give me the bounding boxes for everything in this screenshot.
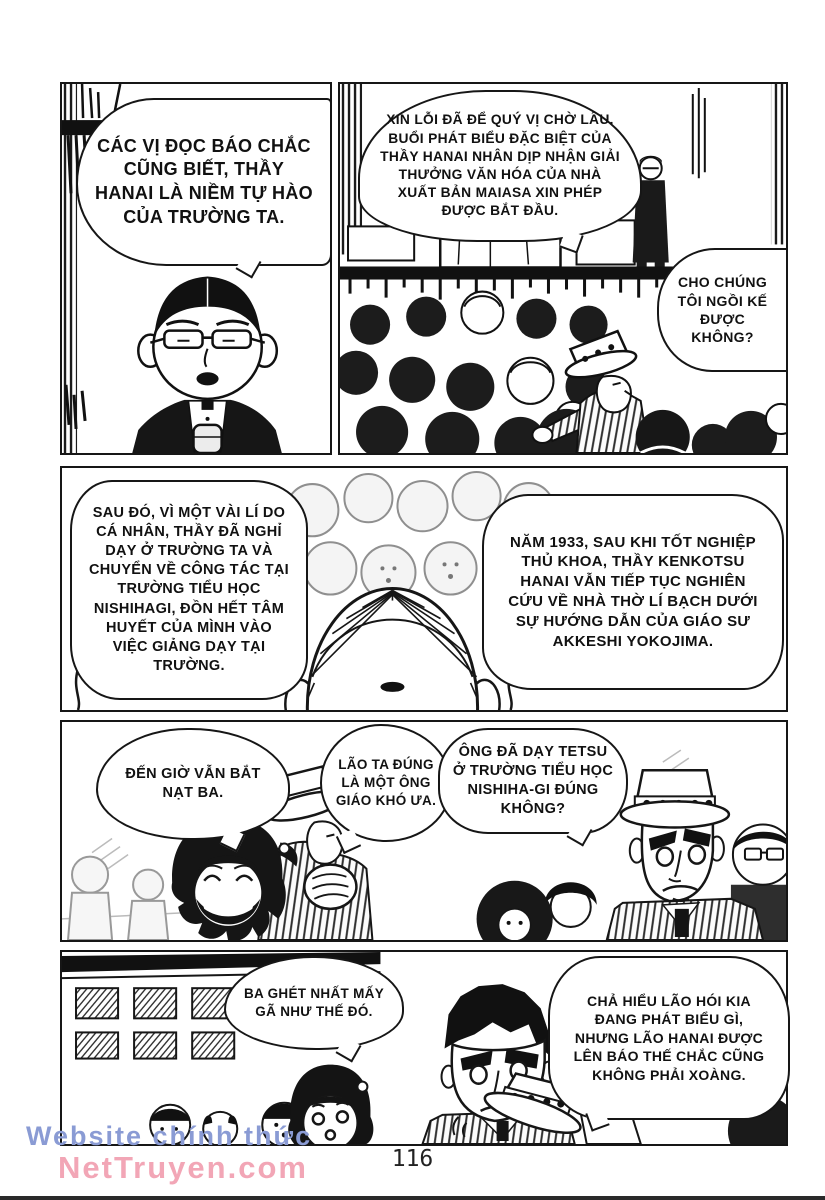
page-number: 116 — [391, 1146, 434, 1172]
bald-head-figure — [285, 588, 499, 710]
left-sketch-figures — [68, 857, 168, 940]
speech-bubble-3: CHO CHÚNG TÔI NGỒI KẾ ĐƯỢC KHÔNG? — [657, 248, 788, 372]
panel-5 — [60, 950, 788, 1146]
speech-bubble-5: NĂM 1933, SAU KHI TỐT NGHIỆP THỦ KHOA, THẦY KENKOTSU HANAI VẪN TIẾP TỤC NGHIÊN CỨU VỀ NHÀ THỜ LÍ BẠCH DƯỚI SỰ HƯỚNG DẪN CỦA GIÁO SƯ AKKESHI YOKOJIMA. — [482, 494, 784, 690]
panel-3 — [60, 466, 788, 712]
speech-bubble-8: ÔNG ĐÃ DẠY TETSU Ở TRƯỜNG TIỂU HỌC NISHIHA-GI ĐÚNG KHÔNG? — [438, 728, 628, 834]
panel-2 — [338, 82, 788, 455]
speech-bubble-2: XIN LỖI ĐÃ ĐỂ QUÝ VỊ CHỜ LÂU. BUỔI PHÁT BIỂU ĐẶC BIỆT CỦA THẦY HANAI NHÂN DỊP NHẬN GIẢI THƯỞNG VĂN HÓA CỦA NHÀ XUẤT BẢN MAIASA XIN PHÉP ĐƯỢC BẮT ĐẦU. — [358, 90, 642, 242]
speaker-figure — [132, 277, 282, 453]
watermark-line1: Website chính thức — [26, 1121, 313, 1151]
watermark-line2: NetTruyen.com — [58, 1150, 308, 1185]
speech-bubble-7: LÃO TA ĐÚNG LÀ MỘT ÔNG GIÁO KHÓ ƯA. — [320, 724, 452, 842]
panel-1 — [60, 82, 332, 455]
speech-bubble-1: CÁC VỊ ĐỌC BÁO CHẮC CŨNG BIẾT, THẦY HANAI LÀ NIỀM TỰ HÀO CỦA TRƯỜNG TA. — [76, 98, 332, 266]
bottom-border — [0, 1196, 825, 1200]
panel-4 — [60, 720, 788, 942]
speech-bubble-6: ĐẾN GIỜ VẪN BẮT NẠT BA. — [96, 728, 290, 840]
speech-bubble-9: BA GHÉT NHẤT MẤY GÃ NHƯ THẾ ĐÓ. — [224, 956, 404, 1050]
speech-bubble-10: CHẢ HIỂU LÃO HÓI KIA ĐANG PHÁT BIỂU GÌ, NHƯNG LÃO HANAI ĐƯỢC LÊN BÁO THẾ CHẮC CŨNG KHÔNG PHẢI XOÀNG. — [548, 956, 790, 1120]
curly-haired-girl — [477, 881, 553, 940]
speech-bubble-4: SAU ĐÓ, VÌ MỘT VÀI LÍ DO CÁ NHÂN, THẦY ĐÃ NGHỈ DẠY Ở TRƯỜNG TA VÀ CHUYỂN VỀ CÔNG TÁC TẠI TRƯỜNG TIỂU HỌC NISHIHAGI, ĐỒN HẾT TÂM HUYẾT CỦA MÌNH VÀO VIỆC GIẢNG DẠY TẠI TRƯỜNG. — [70, 480, 308, 700]
